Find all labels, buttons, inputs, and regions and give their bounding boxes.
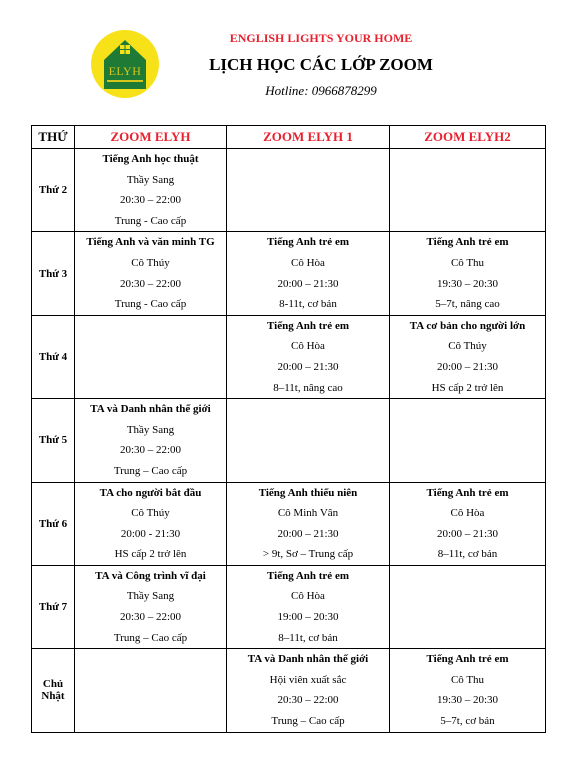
class-time: 20:00 – 21:30	[277, 277, 339, 290]
day-label: Chủ Nhật	[32, 649, 75, 732]
class-name: TA và Danh nhân thế giới	[90, 403, 211, 416]
day-label: Thứ 3	[32, 232, 75, 315]
teacher: Hội viên xuất sắc	[269, 673, 347, 686]
class-time: 20:30 – 22:00	[119, 611, 182, 624]
empty-cell	[390, 399, 546, 482]
table-row	[32, 399, 546, 482]
class-time: 20:00 - 21:30	[120, 527, 181, 540]
teacher: Cô Thúy	[448, 340, 487, 353]
class-name: Tiếng Anh trẻ em	[426, 236, 509, 249]
table-row	[32, 565, 546, 648]
empty-cell	[227, 399, 390, 482]
table-row	[32, 482, 546, 565]
class-level: HS cấp 2 trở lên	[431, 381, 504, 394]
class-time: 20:00 – 21:30	[277, 360, 339, 373]
class-cell	[227, 315, 390, 398]
class-time: 19:30 – 20:30	[436, 694, 499, 707]
class-cell	[75, 565, 227, 648]
class-level: Trung – Cao cấp	[113, 631, 188, 644]
class-cell	[390, 232, 546, 315]
teacher: Cô Thúy	[131, 507, 170, 520]
class-cell	[75, 149, 227, 232]
class-cell	[227, 232, 390, 315]
class-name: TA và Công trình vĩ đại	[95, 569, 206, 582]
class-cell	[75, 482, 227, 565]
table-header-row	[32, 126, 546, 149]
teacher: Cô Hòa	[291, 256, 325, 269]
class-name: Tiếng Anh thiếu niên	[258, 486, 358, 499]
class-time: 19:30 – 20:30	[436, 277, 499, 290]
teacher: Cô Thúy	[131, 256, 170, 269]
header-day: THỨ	[32, 126, 75, 149]
teacher: Cô Hòa	[291, 590, 325, 603]
day-label: Thứ 6	[32, 482, 75, 565]
page-header	[170, 30, 472, 99]
teacher: Cô Minh Vân	[277, 507, 339, 520]
teacher: Thầy Sang	[126, 590, 175, 603]
hotline: Hotline: 0966878299	[265, 83, 377, 98]
class-time: 20:00 – 21:30	[277, 527, 339, 540]
class-time: 19:00 – 20:30	[277, 611, 339, 624]
empty-cell	[75, 315, 227, 398]
teacher: Cô Thu	[450, 256, 485, 269]
class-level: 8–11t, cơ bản	[278, 631, 338, 644]
day-label: Thứ 5	[32, 399, 75, 482]
empty-cell	[390, 149, 546, 232]
table-row	[32, 232, 546, 315]
class-cell	[227, 649, 390, 732]
logo-text: ELYH	[108, 64, 142, 78]
teacher: Cô Hòa	[291, 340, 325, 353]
class-name: TA cơ bản cho người lớn	[409, 319, 526, 332]
class-cell	[390, 649, 546, 732]
header-zoom-elyh2: ZOOM ELYH2	[390, 126, 546, 149]
class-cell	[75, 399, 227, 482]
class-name: Tiếng Anh học thuật	[102, 153, 199, 165]
class-time: 20:00 – 21:30	[436, 360, 499, 373]
day-label: Thứ 2	[32, 149, 75, 232]
class-level: HS cấp 2 trở lên	[114, 548, 187, 561]
teacher: Cô Thu	[450, 673, 485, 686]
class-level: Trung - Cao cấp	[114, 214, 187, 227]
class-name: TA và Danh nhân thế giới	[247, 653, 369, 666]
empty-cell	[227, 149, 390, 232]
class-name: Tiếng Anh trẻ em	[267, 569, 349, 582]
class-time: 20:30 – 22:00	[119, 444, 182, 457]
class-time: 20:30 – 22:00	[277, 694, 339, 707]
class-cell	[390, 315, 546, 398]
teacher: Cô Hòa	[450, 507, 485, 520]
class-time: 20:00 – 21:30	[436, 527, 499, 540]
class-level: 8–11t, cơ bản	[437, 548, 498, 561]
empty-cell	[75, 649, 227, 732]
teacher: Thầy Sang	[126, 173, 175, 186]
header-zoom-elyh: ZOOM ELYH	[75, 126, 227, 149]
class-level: Trung - Cao cấp	[114, 298, 187, 311]
class-level: Trung – Cao cấp	[113, 464, 188, 477]
class-name: Tiếng Anh trẻ em	[267, 236, 349, 249]
teacher: Thầy Sang	[126, 423, 175, 436]
class-time: 20:30 – 22:00	[119, 194, 182, 207]
class-cell	[227, 482, 390, 565]
class-name: Tiếng Anh trẻ em	[426, 486, 509, 499]
class-cell	[390, 482, 546, 565]
class-level: > 9t, Sơ – Trung cấp	[262, 548, 354, 561]
table-row	[32, 649, 546, 732]
day-label: Thứ 7	[32, 565, 75, 648]
class-level: 8–11t, nâng cao	[273, 381, 343, 394]
table-row	[32, 315, 546, 398]
page-title: LỊCH HỌC CÁC LỚP ZOOM	[209, 55, 433, 74]
class-cell	[75, 232, 227, 315]
class-time: 20:30 – 22:00	[119, 277, 182, 290]
class-level: 5–7t, nâng cao	[435, 298, 500, 311]
class-level: 5–7t, cơ bản	[440, 715, 495, 728]
brand-slogan: ENGLISH LIGHTS YOUR HOME	[229, 31, 413, 45]
class-level: Trung – Cao cấp	[271, 715, 345, 728]
class-name: Tiếng Anh trẻ em	[267, 319, 349, 332]
class-level: 8-11t, cơ bản	[279, 298, 337, 311]
empty-cell	[390, 565, 546, 648]
class-name: Tiếng Anh và văn minh TG	[86, 236, 215, 249]
table-row	[32, 149, 546, 232]
elyh-logo	[91, 30, 159, 98]
schedule-table	[31, 125, 546, 733]
class-name: TA cho người bắt đầu	[99, 486, 202, 499]
day-label: Thứ 4	[32, 315, 75, 398]
class-name: Tiếng Anh trẻ em	[426, 653, 509, 666]
class-cell	[227, 565, 390, 648]
header-zoom-elyh-1: ZOOM ELYH 1	[227, 126, 390, 149]
